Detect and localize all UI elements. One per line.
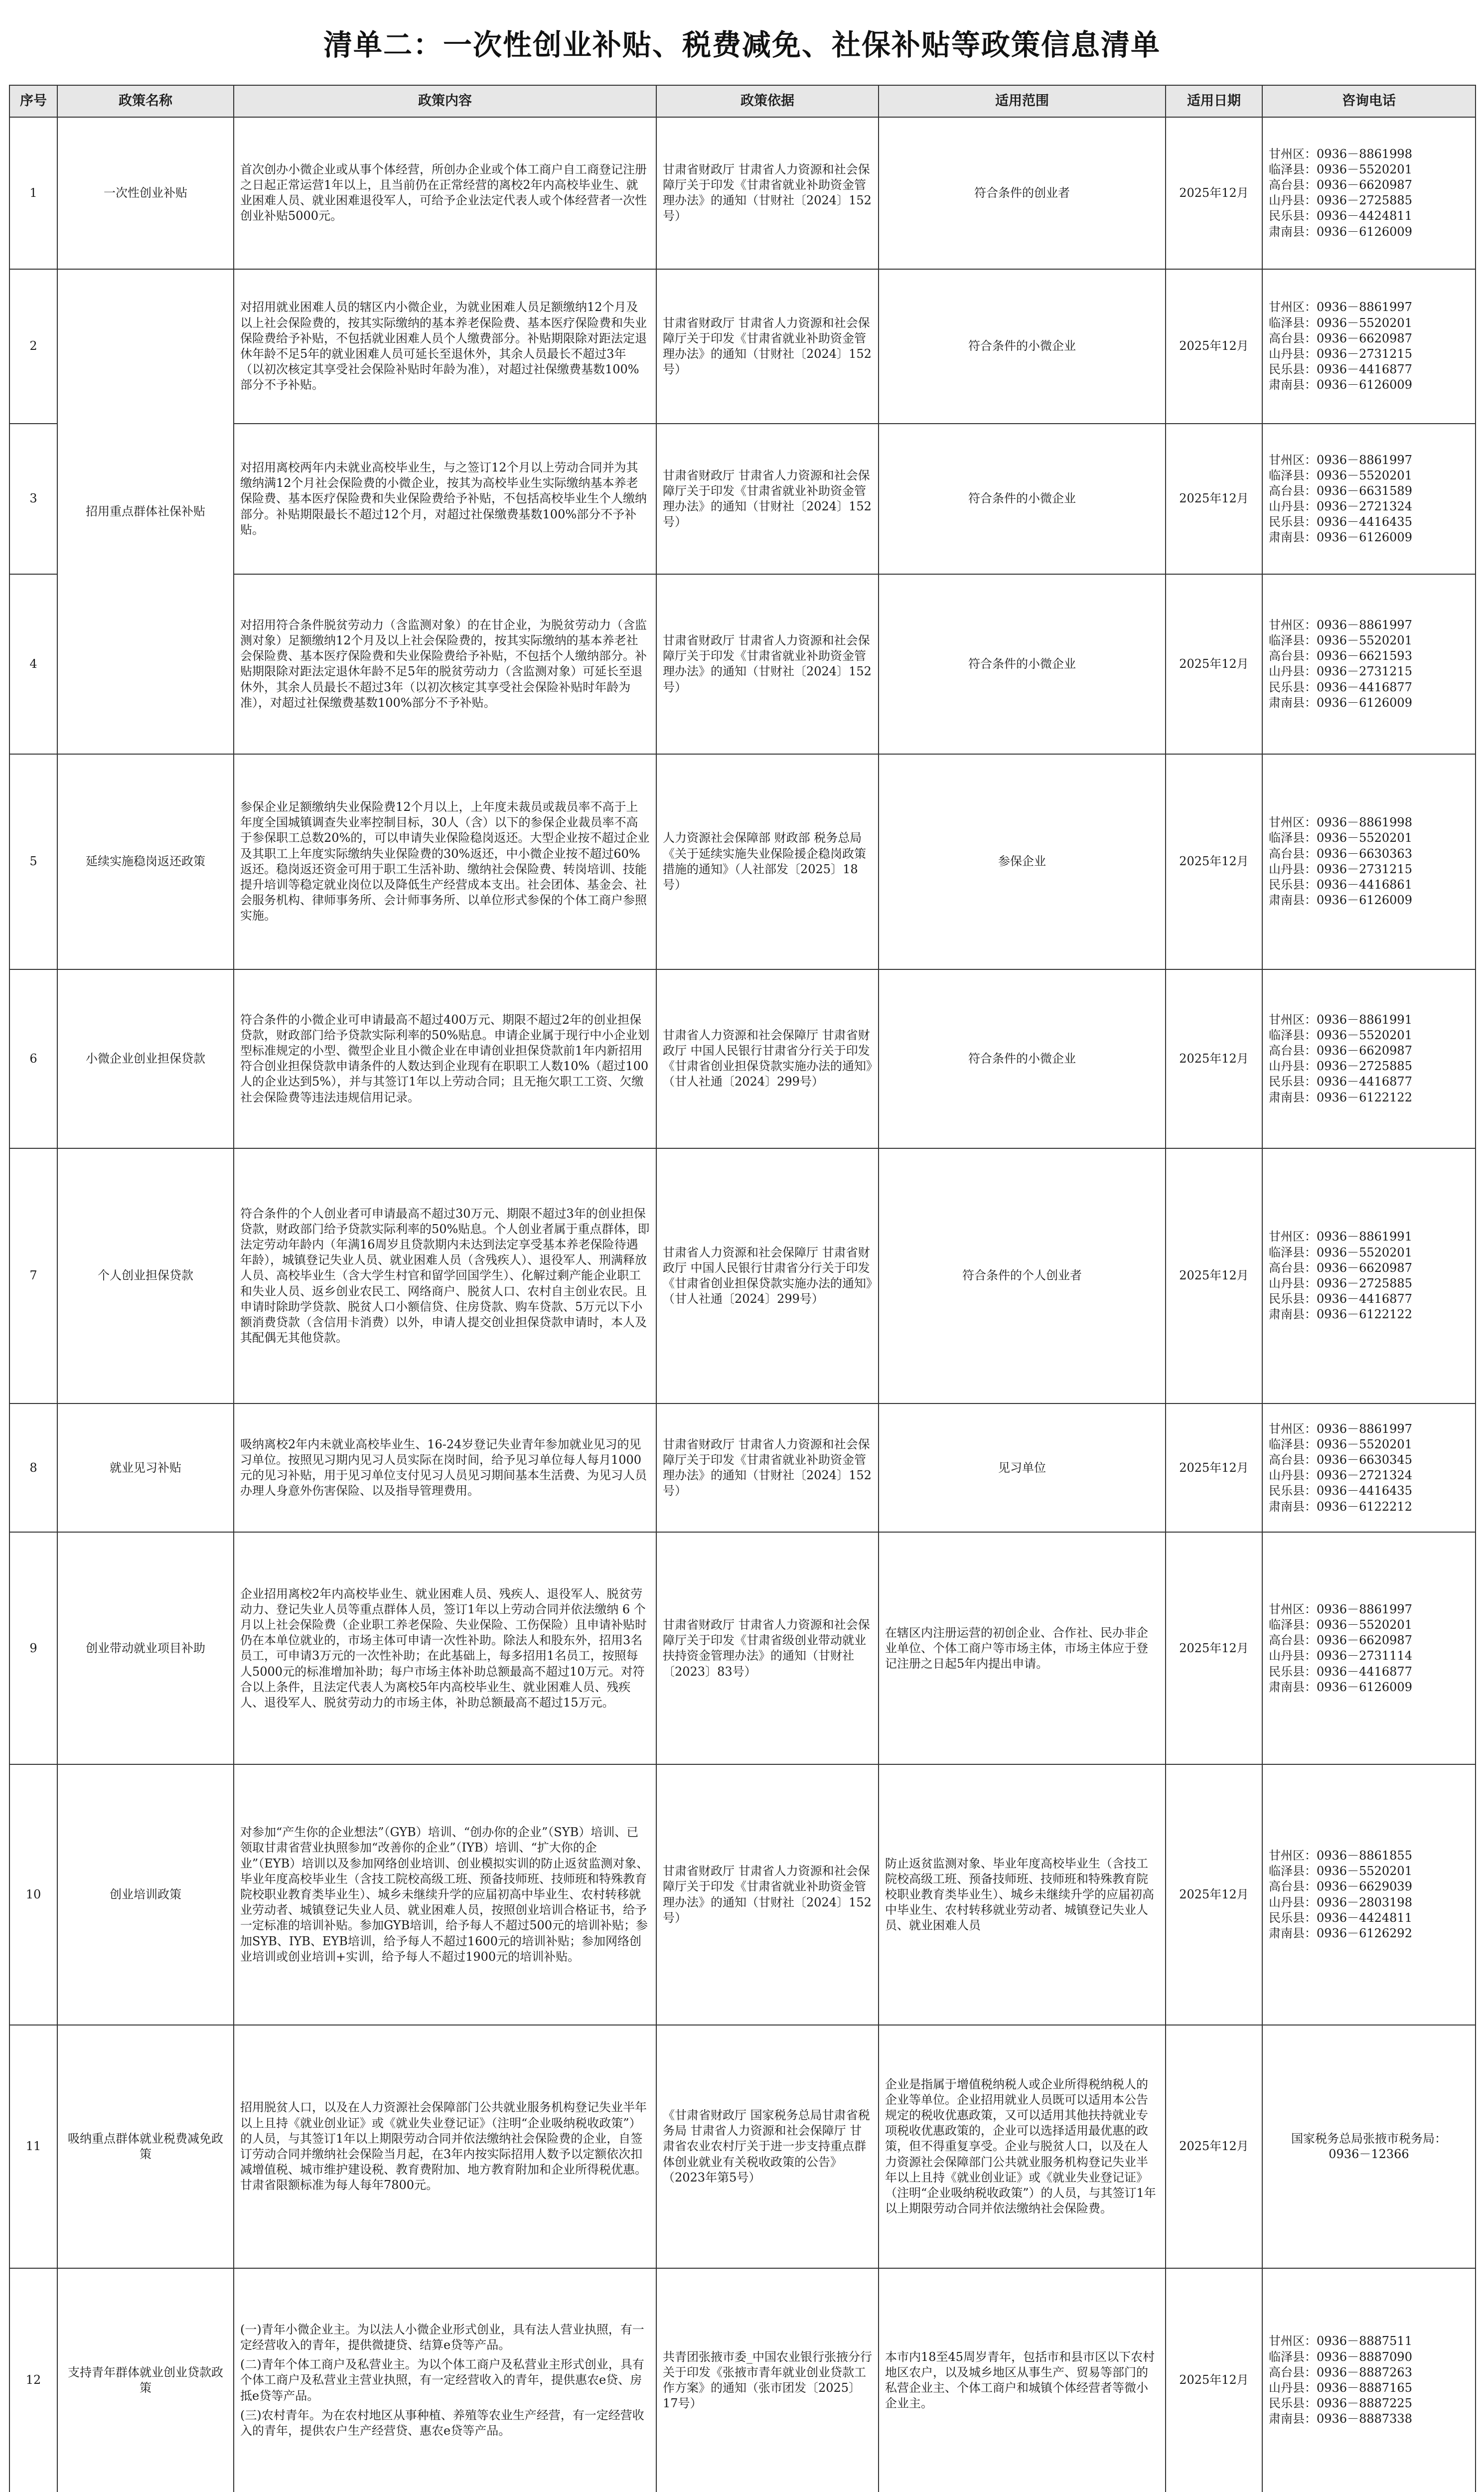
phone-line: 民乐县：0936－4416435 (1269, 1484, 1412, 1498)
table-row (9, 2268, 1476, 2492)
phone-line: 山丹县：0936－2721324 (1269, 499, 1412, 514)
phone-line: 山丹县：0936－2731215 (1269, 664, 1412, 679)
table-row (9, 754, 1476, 969)
row-phones (1262, 1532, 1476, 1764)
content-paragraph: 对招用离校两年内未就业高校毕业生，与之签订12个月以上劳动合同并为其缴纳满12个月社会保险费的小微企业，按其为高校毕业生实际缴纳基本养老保险费、基本医疗保险费和失业保险费给予补贴，不包括高校毕业生个人缴纳部分。补贴期限最长不超过12个月，对超过社保缴费基数100%部分不予补贴。 (240, 461, 647, 537)
row-date: 2025年12月 (1166, 1403, 1262, 1532)
phone-line: 甘州区：0936－8861991 (1269, 1230, 1412, 1244)
phone-line: 民乐县：0936－4416877 (1269, 680, 1412, 694)
phone-line: 肃南县：0936－6122212 (1269, 1499, 1412, 1514)
content-paragraph: (一)青年小微企业主。为以法人小微企业形式创业，具有法人营业执照，有一定经营收入的青年，提供微捷贷、结算e贷等产品。 (240, 2322, 644, 2352)
phone-line: 民乐县：0936－4424811 (1269, 1910, 1412, 1925)
row-policy-content (234, 1764, 656, 2025)
row-scope: 符合条件的小微企业 (879, 269, 1166, 424)
phone-line: 山丹县：0936－2725885 (1269, 193, 1412, 208)
row-policy-content (234, 2025, 656, 2268)
row-seq: 5 (9, 754, 57, 969)
phone-line: 民乐县：0936－4416877 (1269, 1075, 1412, 1089)
phone-line: 肃南县：0936－6126009 (1269, 695, 1412, 710)
phone-line: 临泽县：0936－5520201 (1269, 831, 1412, 845)
row-policy-content (234, 1148, 656, 1403)
phone-line: 临泽县：0936－5520201 (1269, 468, 1412, 482)
table-row (9, 269, 1476, 424)
phone-line: 高台县：0936－6620987 (1269, 1044, 1412, 1058)
row-seq: 10 (9, 1764, 57, 2025)
phone-line: 肃南县：0936－6126292 (1269, 1926, 1412, 1940)
row-date: 2025年12月 (1166, 424, 1262, 574)
policy-table (9, 85, 1476, 2492)
table-row (9, 1532, 1476, 1764)
row-scope: 符合条件的小微企业 (879, 424, 1166, 574)
row-policy-basis: 甘肃省财政厅 甘肃省人力资源和社会保障厅关于印发《甘肃省就业补助资金管理办法》的通知（甘财社〔2024〕152号） (656, 574, 879, 754)
content-paragraph: (二)青年个体工商户及私营业主。为以个体工商户及私营业主形式创业，具有个体工商户及私营业主营业执照，有一定经营收入的青年，提供惠农e贷、房抵e贷等产品。 (240, 2357, 644, 2403)
phone-line: 甘州区：0936－8861991 (1269, 1012, 1412, 1027)
row-scope: 符合条件的小微企业 (879, 574, 1166, 754)
phone-line: 山丹县：0936－2731114 (1269, 1649, 1412, 1663)
row-policy-basis: 甘肃省财政厅 甘肃省人力资源和社会保障厅关于印发《甘肃省就业补助资金管理办法》的通知（甘财社〔2024〕152号） (656, 1403, 879, 1532)
phone-line: 高台县：0936－6621593 (1269, 649, 1412, 663)
row-policy-content (234, 1532, 656, 1764)
content-paragraph: 首次创办小微企业或从事个体经营，所创办企业或个体工商户自工商登记注册之日起正常运营1年以上，且当前仍在正常经营的离校2年内高校毕业生、就业困难人员、就业困难退役军人，可给予企业法定代表人或个体经营者一次性创业补贴5000元。 (240, 162, 647, 223)
row-seq: 7 (9, 1148, 57, 1403)
phone-line: 肃南县：0936－6126009 (1269, 530, 1412, 545)
phone-line: 甘州区：0936－8861997 (1269, 1602, 1412, 1616)
row-seq: 4 (9, 574, 57, 754)
phone-line: 高台县：0936－6629039 (1269, 1879, 1412, 1894)
row-policy-content (234, 424, 656, 574)
table-header-row (9, 85, 1476, 117)
phone-line: 民乐县：0936－4416877 (1269, 362, 1412, 377)
row-policy-content (234, 1403, 656, 1532)
row-policy-basis: 甘肃省人力资源和社会保障厅 甘肃省财政厅 中国人民银行甘肃省分行关于印发《甘肃省创业担保贷款实施办法的通知》（甘人社通〔2024〕299号） (656, 1148, 879, 1403)
row-date: 2025年12月 (1166, 1148, 1262, 1403)
table-row (9, 1403, 1476, 1532)
phone-line: 临泽县：0936－5520201 (1269, 1864, 1412, 1878)
row-scope: 符合条件的小微企业 (879, 969, 1166, 1148)
content-paragraph: 对招用就业困难人员的辖区内小微企业，为就业困难人员足额缴纳12个月及以上社会保险费的，按其实际缴纳的基本养老保险费、基本医疗保险费和失业保险费给予补贴，不包括就业困难人员个人缴费部分。补贴期限除对距法定退休年龄不足5年的就业困难人员可延长至退休外，其余人员最长不超过3年（以初次核定其享受社会保险补贴时年龄为准），对超过社保缴费基数100%部分不予补贴。 (240, 300, 647, 392)
row-date: 2025年12月 (1166, 754, 1262, 969)
phone-line: 肃南县：0936－6126009 (1269, 224, 1412, 239)
phone-line: 山丹县：0936－2725885 (1269, 1059, 1412, 1074)
row-policy-content (234, 754, 656, 969)
row-policy-name: 创业培训政策 (57, 1764, 234, 2025)
phone-line: 民乐县：0936－4416861 (1269, 878, 1412, 892)
table-row (9, 2025, 1476, 2268)
phone-line: 甘州区：0936－8861998 (1269, 815, 1412, 830)
row-policy-name: 小微企业创业担保贷款 (57, 969, 234, 1148)
content-paragraph: (三)农村青年。为在农村地区从事种植、养殖等农业生产经营，有一定经营收入的青年，提供农户生产经营贷、惠农e贷等产品。 (240, 2408, 644, 2438)
row-policy-content (234, 574, 656, 754)
table-row (9, 1764, 1476, 2025)
phone-line: 临泽县：0936－5520201 (1269, 1618, 1412, 1632)
phone-line: 山丹县：0936－2731215 (1269, 346, 1412, 361)
row-policy-content (234, 2268, 656, 2492)
row-policy-name: 招用重点群体社保补贴 (57, 269, 234, 754)
phone-line: 肃南县：0936－6126009 (1269, 893, 1412, 908)
row-scope: 在辖区内注册运营的初创企业、合作社、民办非企业单位、个体工商户等市场主体，市场主体应于登记注册之日起5年内提出申请。 (879, 1532, 1166, 1764)
row-scope: 见习单位 (879, 1403, 1166, 1532)
row-scope: 企业是指属于增值税纳税人或企业所得税纳税人的企业等单位。企业招用就业人员既可以适用本公告规定的税收优惠政策，又可以适用其他扶持就业专项税收优惠政策的，企业可以选择适用最优惠的政策，但不得重复享受。企业与脱贫人口，以及在人力资源社会保障部门公共就业服务机构登记失业半年以上且持《就业创业证》或《就业失业登记证》（注明“企业吸纳税收政策”）的人员，与其签订1年以上期限劳动合同并依法缴纳社会保险费。 (879, 2025, 1166, 2268)
phone-line: 高台县：0936－6620987 (1269, 331, 1412, 345)
row-policy-name: 就业见习补贴 (57, 1403, 234, 1532)
phone-line: 高台县：0936－6620987 (1269, 1633, 1412, 1648)
row-date: 2025年12月 (1166, 969, 1262, 1148)
row-policy-content (234, 269, 656, 424)
phone-line: 临泽县：0936－5520201 (1269, 1437, 1412, 1451)
header-policy-basis: 政策依据 (656, 85, 879, 117)
row-policy-content (234, 969, 656, 1148)
row-phones (1262, 574, 1476, 754)
row-policy-basis: 人力资源社会保障部 财政部 税务总局《关于延续实施失业保险援企稳岗政策措施的通知》（人社部发〔2025〕18号） (656, 754, 879, 969)
row-scope: 符合条件的创业者 (879, 117, 1166, 269)
table-row (9, 969, 1476, 1148)
content-paragraph: 招用脱贫人口，以及在人力资源社会保障部门公共就业服务机构登记失业半年以上且持《就业创业证》或《就业失业登记证》（注明“企业吸纳税收政策”）的人员，与其签订1年以上期限劳动合同并依法缴纳社会保险费的企业，自签订劳动合同并缴纳社会保险当月起，在3年内按实际招用人数予以定额依次扣减增值税、城市维护建设税、教育费附加、地方教育附加和企业所得税优惠。甘肃省限额标准为每人每年7800元。 (240, 2100, 647, 2192)
row-date: 2025年12月 (1166, 1764, 1262, 2025)
phone-line: 临泽县：0936－8887090 (1269, 2349, 1412, 2364)
header-scope: 适用范围 (879, 85, 1166, 117)
content-paragraph: 企业招用离校2年内高校毕业生、就业困难人员、残疾人、退役军人、脱贫劳动力、登记失业人员等重点群体人员，签订1年以上劳动合同并依法缴纳 6 个月以上社会保险费（企业职工养老保险、失业保险、工伤保险）且申请补贴时仍在本单位就业的，市场主体可申请一次性补助。除法人和股东外，招用3名员工，可申请3万元的一次性补助；在此基础上，每多招用1名员工，按照每人5000元的标准增加补助；每户市场主体补助总额最高不超过10万元。对符合以上条件，且法定代表人为离校5年内高校毕业生、就业困难人员、残疾人、退役军人、脱贫劳动力的市场主体，补助总额最高不超过15万元。 (240, 1586, 647, 1710)
phone-line: 民乐县：0936－8887225 (1269, 2396, 1412, 2411)
header-seq: 序号 (9, 85, 57, 117)
row-scope: 符合条件的个人创业者 (879, 1148, 1166, 1403)
row-seq: 3 (9, 424, 57, 574)
row-policy-name: 一次性创业补贴 (57, 117, 234, 269)
phone-line: 肃南县：0936－8887338 (1269, 2412, 1412, 2426)
phone-line: 甘州区：0936－8861998 (1269, 147, 1412, 161)
row-date: 2025年12月 (1166, 117, 1262, 269)
phone-line: 肃南县：0936－6126009 (1269, 1680, 1412, 1694)
content-paragraph: 符合条件的个人创业者可申请最高不超过30万元、期限不超过3年的创业担保贷款，财政部门给予贷款实际利率的50%贴息。个人创业者属于重点群体，即法定劳动年龄内（年满16周岁且贷款期内未达到法定享受基本养老保险待遇年龄），城镇登记失业人员、就业困难人员（含残疾人）、退役军人、刑满释放人员、高校毕业生（含大学生村官和留学回国学生）、化解过剩产能企业职工和失业人员、返乡创业农民工、网络商户、脱贫人口、农村自主创业农民。且申请时除助学贷款、脱贫人口小额信贷、住房贷款、购车贷款、5万元以下小额消费贷款（含信用卡消费）以外，申请人提交创业担保贷款申请时，本人及其配偶无其他贷款。 (240, 1206, 650, 1345)
phone-line: 临泽县：0936－5520201 (1269, 1028, 1412, 1042)
row-phones (1262, 1403, 1476, 1532)
header-phone: 咨询电话 (1262, 85, 1476, 117)
phone-line: 山丹县：0936－2725885 (1269, 1276, 1412, 1290)
header-policy-content: 政策内容 (234, 85, 656, 117)
row-policy-basis: 甘肃省财政厅 甘肃省人力资源和社会保障厅关于印发《甘肃省就业补助资金管理办法》的通知（甘财社〔2024〕152号） (656, 424, 879, 574)
phone-line: 临泽县：0936－5520201 (1269, 1245, 1412, 1259)
row-phones (1262, 2025, 1476, 2268)
row-date: 2025年12月 (1166, 2268, 1262, 2492)
row-policy-basis: 甘肃省财政厅 甘肃省人力资源和社会保障厅关于印发《甘肃省就业补助资金管理办法》的通知（甘财社〔2024〕152号） (656, 117, 879, 269)
row-date: 2025年12月 (1166, 574, 1262, 754)
row-scope: 参保企业 (879, 754, 1166, 969)
phone-line: 民乐县：0936－4424811 (1269, 209, 1412, 223)
row-seq: 8 (9, 1403, 57, 1532)
phone-line: 肃南县：0936－6122122 (1269, 1307, 1412, 1322)
row-seq: 6 (9, 969, 57, 1148)
row-policy-basis: 共青团张掖市委_中国农业银行张掖分行关于印发《张掖市青年就业创业贷款工作方案》的通知（张市团发〔2025〕17号） (656, 2268, 879, 2492)
row-phones (1262, 754, 1476, 969)
row-seq: 11 (9, 2025, 57, 2268)
phone-line: 高台县：0936－8887263 (1269, 2365, 1412, 2379)
phone-line: 临泽县：0936－5520201 (1269, 162, 1412, 176)
content-paragraph: 吸纳离校2年内未就业高校毕业生、16-24岁登记失业青年参加就业见习的见习单位。按照见习期内见习人员实际在岗时间，给予见习单位每人每月1000元的见习补贴，用于见习单位支付见习人员见习期间基本生活费、为见习人员办理人身意外伤害保险、以及指导管理费用。 (240, 1437, 647, 1498)
phone-line: 山丹县：0936－2731215 (1269, 862, 1412, 876)
phone-line: 民乐县：0936－4416435 (1269, 515, 1412, 529)
phone-line: 高台县：0936－6630363 (1269, 846, 1412, 861)
content-paragraph: 符合条件的小微企业可申请最高不超过400万元、期限不超过2年的创业担保贷款，财政部门给予贷款实际利率的50%贴息。申请企业属于现行中小企业划型标准规定的小型、微型企业且小微企业在申请创业担保贷款前1年内新招用符合创业担保贷款申请条件的人数达到企业现有在职职工人数10%（超过100人的企业达到5%），并与其签订1年以上劳动合同；且无拖欠职工工资、欠缴社会保险费等违法违规信用记录。 (240, 1012, 650, 1104)
row-policy-content (234, 117, 656, 269)
row-date: 2025年12月 (1166, 1532, 1262, 1764)
row-seq: 1 (9, 117, 57, 269)
row-policy-basis: 甘肃省人力资源和社会保障厅 甘肃省财政厅 中国人民银行甘肃省分行关于印发《甘肃省创业担保贷款实施办法的通知》（甘人社通〔2024〕299号） (656, 969, 879, 1148)
phone-line: 山丹县：0936－2721324 (1269, 1468, 1412, 1483)
row-date: 2025年12月 (1166, 269, 1262, 424)
row-policy-name: 创业带动就业项目补助 (57, 1532, 234, 1764)
row-policy-basis: 甘肃省财政厅 甘肃省人力资源和社会保障厅关于印发《甘肃省级创业带动就业扶持资金管理办法》的通知（甘财社〔2023〕83号） (656, 1532, 879, 1764)
phone-line: 临泽县：0936－5520201 (1269, 315, 1412, 330)
content-paragraph: 对参加“产生你的企业想法”（GYB）培训、“创办你的企业”（SYB）培训、已领取甘肃省营业执照参加“改善你的企业”（IYB）培训、“扩大你的企业”（EYB）培训以及参加网络创业培训、创业模拟实训的防止返贫监测对象、毕业年度高校毕业生（含技工院校高级工班、预备技师班、技师班和特殊教育院校职业教育类毕业生）、城乡未继续升学的应届初高中毕业生、农村转移就业劳动者、城镇登记失业人员、就业困难人员，按照创业培训合格证书，给予一定标准的培训补贴。参加GYB培训，给予每人不超过500元的培训补贴；参加SYB、IYB、EYB培训，给予每人不超过1600元的培训补贴；参加网络创业培训或创业培训+实训，给予每人不超过1900元的培训补贴。 (240, 1825, 649, 1964)
row-phones (1262, 269, 1476, 424)
row-phones (1262, 2268, 1476, 2492)
phone-line: 高台县：0936－6630345 (1269, 1453, 1412, 1467)
table-row (9, 117, 1476, 269)
row-policy-basis: 《甘肃省财政厅 国家税务总局甘肃省税务局 甘肃省人力资源和社会保障厅 甘肃省农业农村厅关于进一步支持重点群体创业就业有关税收政策的公告》（2023年第5号） (656, 2025, 879, 2268)
phone-line: 高台县：0936－6620987 (1269, 1260, 1412, 1275)
phone-line: 民乐县：0936－4416877 (1269, 1664, 1412, 1679)
row-policy-basis: 甘肃省财政厅 甘肃省人力资源和社会保障厅关于印发《甘肃省就业补助资金管理办法》的通知（甘财社〔2024〕152号） (656, 269, 879, 424)
phone-line: 0936－12366 (1329, 2147, 1409, 2161)
phone-line: 国家税务总局张掖市税务局： (1291, 2131, 1447, 2146)
row-policy-name: 延续实施稳岗返还政策 (57, 754, 234, 969)
phone-line: 甘州区：0936－8861997 (1269, 453, 1412, 467)
page-title: 清单二：一次性创业补贴、税费减免、社保补贴等政策信息清单 (323, 28, 1161, 62)
phone-line: 肃南县：0936－6122122 (1269, 1090, 1412, 1104)
phone-line: 高台县：0936－6631589 (1269, 483, 1412, 498)
phone-line: 甘州区：0936－8861855 (1269, 1849, 1412, 1863)
header-policy-name: 政策名称 (57, 85, 234, 117)
phone-line: 山丹县：0936－8887165 (1269, 2381, 1412, 2395)
row-scope: 本市内18至45周岁青年，包括市和县市区以下农村地区农户，以及城乡地区从事生产、贸易等部门的私营企业主、个体工商户和城镇个体经营者等微小企业主。 (879, 2268, 1166, 2492)
phone-line: 民乐县：0936－4416877 (1269, 1292, 1412, 1306)
row-phones (1262, 1148, 1476, 1403)
row-policy-name: 吸纳重点群体就业税费减免政策 (57, 2025, 234, 2268)
row-date: 2025年12月 (1166, 2025, 1262, 2268)
phone-line: 甘州区：0936－8887511 (1269, 2334, 1412, 2348)
phone-line: 甘州区：0936－8861997 (1269, 1421, 1412, 1436)
row-phones (1262, 424, 1476, 574)
phone-line: 山丹县：0936－2803198 (1269, 1895, 1412, 1909)
row-seq: 12 (9, 2268, 57, 2492)
content-paragraph: 对招用符合条件脱贫劳动力（含监测对象）的在甘企业，为脱贫劳动力（含监测对象）足额缴纳12个月及以上社会保险费的，按其实际缴纳的基本养老社会保险费、基本医疗保险费和失业保险费给予补贴，不包括个人缴纳部分。补贴期限除对距法定退休年龄不足5年的脱贫劳动力（含监测对象）可延长至退休外，其余人员最长不超过3年（以初次核定其享受社会保险补贴时年龄为准），对超过社保缴费基数100%部分不予补贴。 (240, 618, 647, 710)
phone-line: 高台县：0936－6620987 (1269, 178, 1412, 192)
phone-line: 临泽县：0936－5520201 (1269, 633, 1412, 648)
row-scope: 防止返贫监测对象、毕业年度高校毕业生（含技工院校高级工班、预备技师班、技师班和特殊教育院校职业教育类毕业生）、城乡未继续升学的应届初高中毕业生、农村转移就业劳动者、城镇登记失业人员、就业困难人员 (879, 1764, 1166, 2025)
phone-line: 肃南县：0936－6126009 (1269, 378, 1412, 392)
row-seq: 2 (9, 269, 57, 424)
table-row (9, 1148, 1476, 1403)
content-paragraph: 参保企业足额缴纳失业保险费12个月以上，上年度未裁员或裁员率不高于上年度全国城镇调查失业率控制目标，30人（含）以下的参保企业裁员率不高于参保职工总数20%的，可以申请失业保险稳岗返还。大型企业按不超过企业及其职工上年度实际缴纳失业保险费的30%返还，中小微企业按不超过60%返还。稳岗返还资金可用于职工生活补助、缴纳社会保险费、转岗培训、技能提升培训等稳定就业岗位以及降低生产经营成本支出。社会团体、基金会、社会服务机构、律师事务所、会计师事务所、以单位形式参保的个体工商户参照实施。 (240, 800, 650, 923)
phone-line: 甘州区：0936－8861997 (1269, 300, 1412, 314)
row-seq: 9 (9, 1532, 57, 1764)
phone-line: 甘州区：0936－8861997 (1269, 618, 1412, 632)
row-phones (1262, 117, 1476, 269)
row-phones (1262, 1764, 1476, 2025)
row-policy-basis: 甘肃省财政厅 甘肃省人力资源和社会保障厅关于印发《甘肃省就业补助资金管理办法》的通知（甘财社〔2024〕152号） (656, 1764, 879, 2025)
row-policy-name: 支持青年群体就业创业贷款政策 (57, 2268, 234, 2492)
header-date: 适用日期 (1166, 85, 1262, 117)
row-phones (1262, 969, 1476, 1148)
row-policy-name: 个人创业担保贷款 (57, 1148, 234, 1403)
